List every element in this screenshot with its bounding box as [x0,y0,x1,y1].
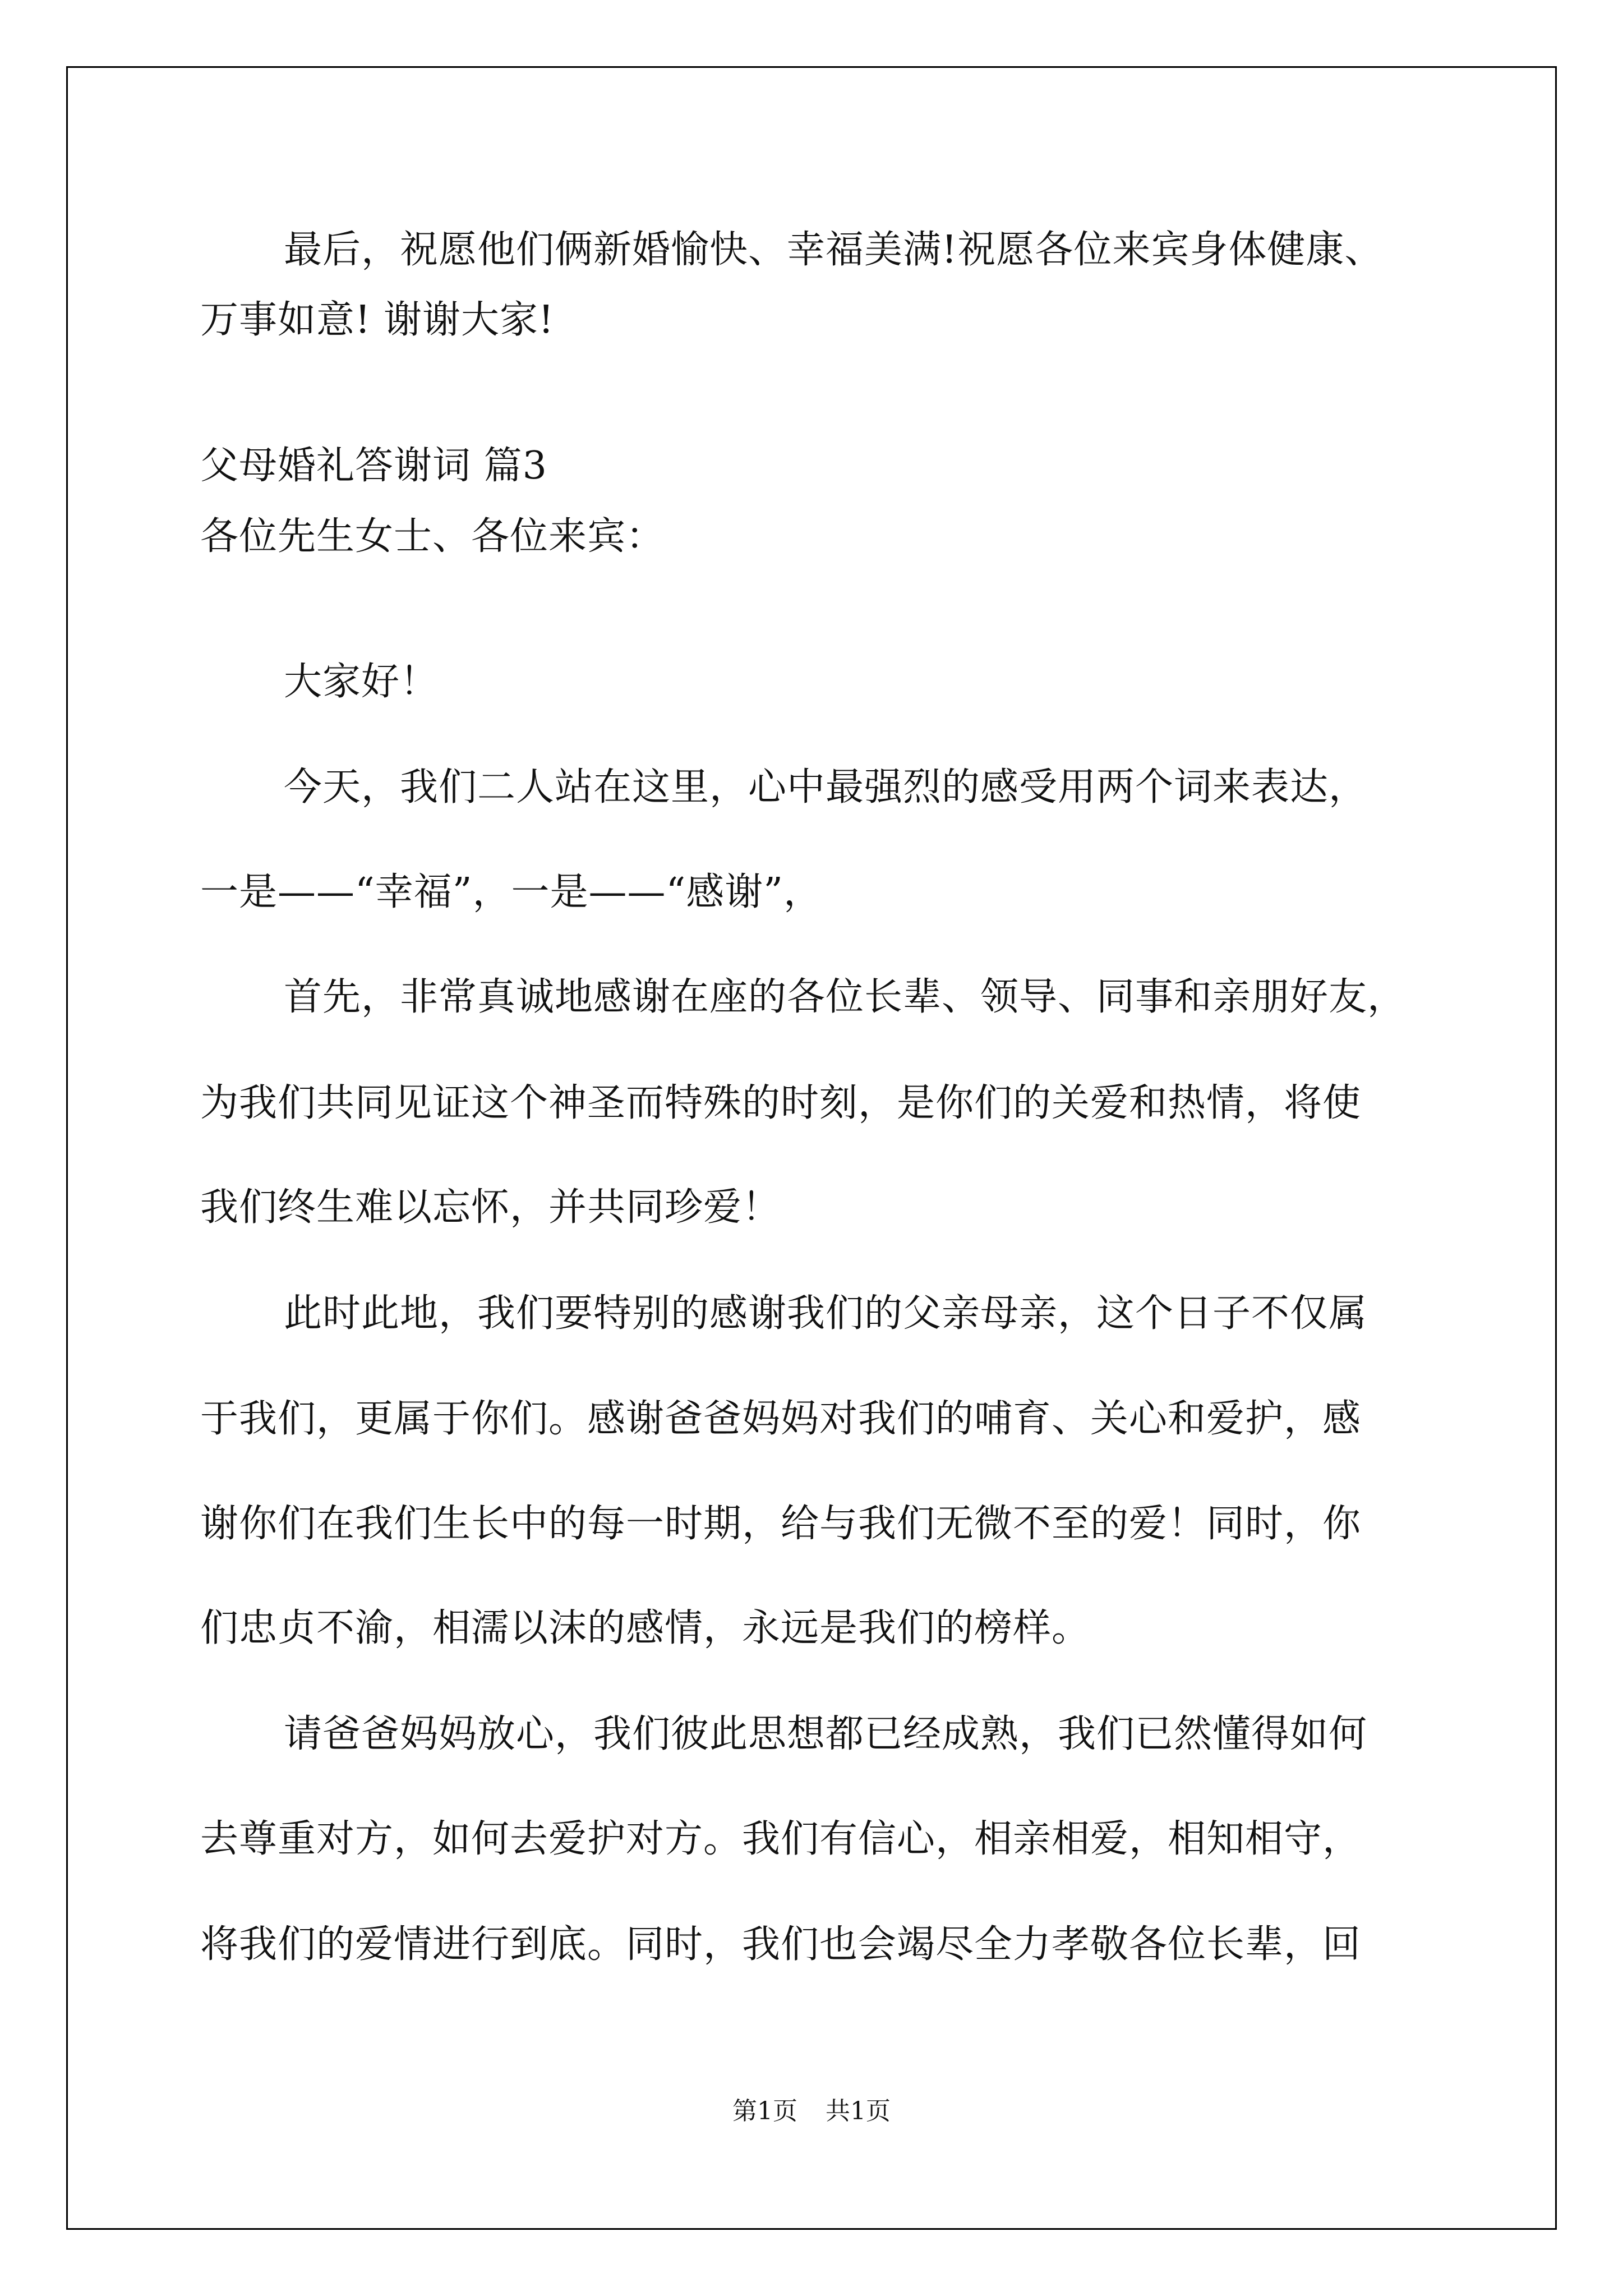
paragraph-parents-line-2: 于我们，更属于你们。感谢爸爸妈妈对我们的哺育、关心和爱护，感 [200,1397,1362,1441]
page-number: 第1页 [732,2097,797,2125]
paragraph-closing-wishes-line-1: 最后，祝愿他们俩新婚愉快、幸福美满!祝愿各位来宾身体健康、 [284,228,1384,272]
section-heading: 父母婚礼答谢词 篇3 [200,444,547,488]
paragraph-reassure-line-2: 去尊重对方，如何去爱护对方。我们有信心，相亲相爱，相知相守， [200,1817,1362,1861]
paragraph-reassure-line-1: 请爸爸妈妈放心，我们彼此思想都已经成熟，我们已然懂得如何 [284,1712,1368,1756]
paragraph-first-line-2: 为我们共同见证这个神圣而特殊的时刻，是你们的关爱和热情，将使 [200,1081,1362,1125]
paragraph-parents-line-3: 谢你们在我们生长中的每一时期，给与我们无微不至的爱！同时，你 [200,1502,1362,1546]
paragraph-closing-wishes-line-2: 万事如意! 谢谢大家! [200,298,555,342]
total-pages: 共1页 [826,2097,891,2125]
greeting: 大家好！ [284,660,439,704]
paragraph-first-line-3: 我们终生难以忘怀，并共同珍爱！ [200,1185,781,1230]
page-border [66,66,1557,2230]
paragraph-parents-line-4: 们忠贞不渝，相濡以沫的感情，永远是我们的榜样。 [200,1606,1091,1650]
paragraph-today-line-1: 今天，我们二人站在这里，心中最强烈的感受用两个词来表达， [284,765,1368,809]
page-footer [0,2099,1623,2124]
paragraph-parents-line-1: 此时此地，我们要特别的感谢我们的父亲母亲，这个日子不仅属 [284,1291,1368,1336]
salutation: 各位先生女士、各位来宾： [200,514,665,559]
paragraph-reassure-line-3: 将我们的爱情进行到底。同时，我们也会竭尽全力孝敬各位长辈，回 [200,1922,1362,1967]
paragraph-today-line-2: 一是——“幸福”，一是——“感谢”， [200,870,823,914]
paragraph-first-line-1: 首先，非常真诚地感谢在座的各位长辈、领导、同事和亲朋好友， [284,975,1407,1019]
